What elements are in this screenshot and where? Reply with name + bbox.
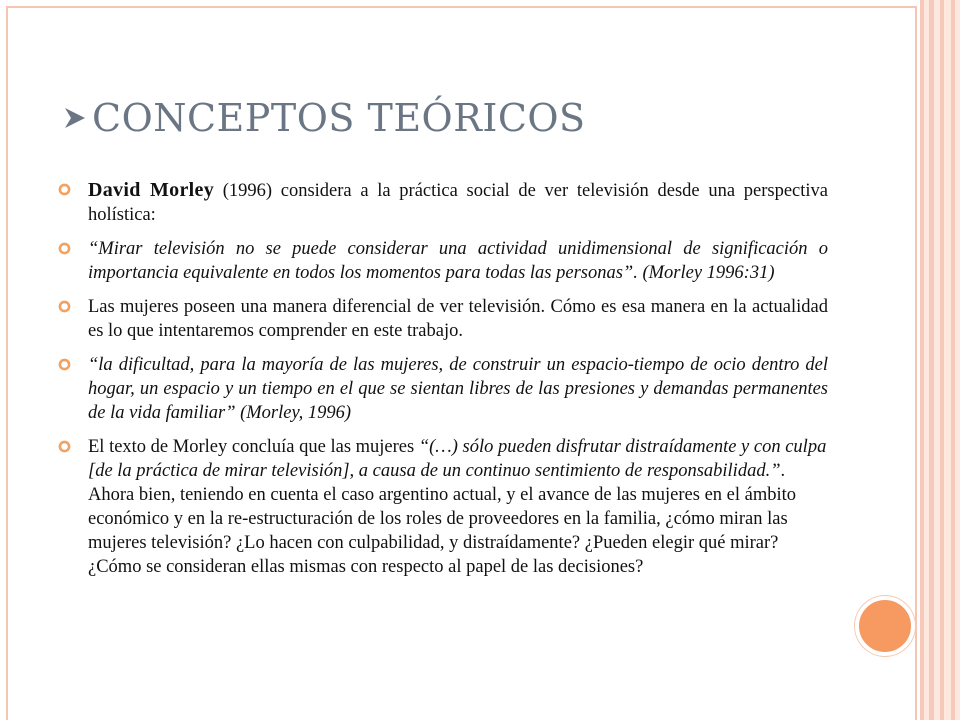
ring-bullet-icon [58,440,71,453]
quote-text: “la dificultad, para la mayoría de las mujeres, de construir un espacio-tiempo de ocio dentro del hogar, un espacio y un tiempo en el que se sientan libres de las presiones y demandas permanentes de la vida familiar” (Morley, 1996) [88,355,828,423]
bullet-intro-text: El texto de Morley concluía que las mujeres [88,437,419,457]
quote-text: “(…) sólo pueden disfrutar distraídamente y con culpa [de la práctica de mirar televisión], a causa de un continuo sentimiento de responsabilidad.” [88,437,827,481]
ring-bullet-icon [58,358,71,371]
bullet-text: Las mujeres poseen una manera diferencial de ver televisión. Cómo es esa manera en la actualidad es lo que intentaremos comprender en este trabajo. [88,297,828,341]
ring-bullet-icon [58,300,71,313]
quote-text: “Mirar televisión no se puede considerar una actividad unidimensional de significación o importancia equivalente en todos los momentos para todas las personas”. (Morley 1996:31) [88,239,828,283]
bullet-item-women [58,295,828,343]
bullet-item-quote-2 [58,353,828,425]
slide-title [62,96,586,140]
slide-title-text: CONCEPTOS TEÓRICOS [92,96,586,140]
decorative-stripes [920,0,960,720]
bullet-text: (1996) considera a la práctica social de ver televisión desde una perspectiva holística: [88,181,828,225]
bullet-item-conclusion [58,435,828,579]
slide-content [58,178,828,589]
arrowhead-bullet-icon [62,105,88,131]
author-name: David Morley [88,179,214,201]
bullet-item-morley [58,178,828,227]
decorative-circle [855,596,915,656]
bullet-text: . Ahora bien, teniendo en cuenta el caso argentino actual, y el avance de las mujeres en el ámbito económico y en la re-estructuración de los roles de proveedores en la familia, ¿cómo miran las mujeres televisión? ¿Lo hacen con culpabilidad, y distraídamente? ¿Pueden elegir qué mirar? ¿Cómo se consideran ellas mismas con respecto al papel de las decisiones? [88,461,797,577]
ring-bullet-icon [58,242,71,255]
ring-bullet-icon [58,183,71,196]
bullet-item-quote-1 [58,237,828,285]
